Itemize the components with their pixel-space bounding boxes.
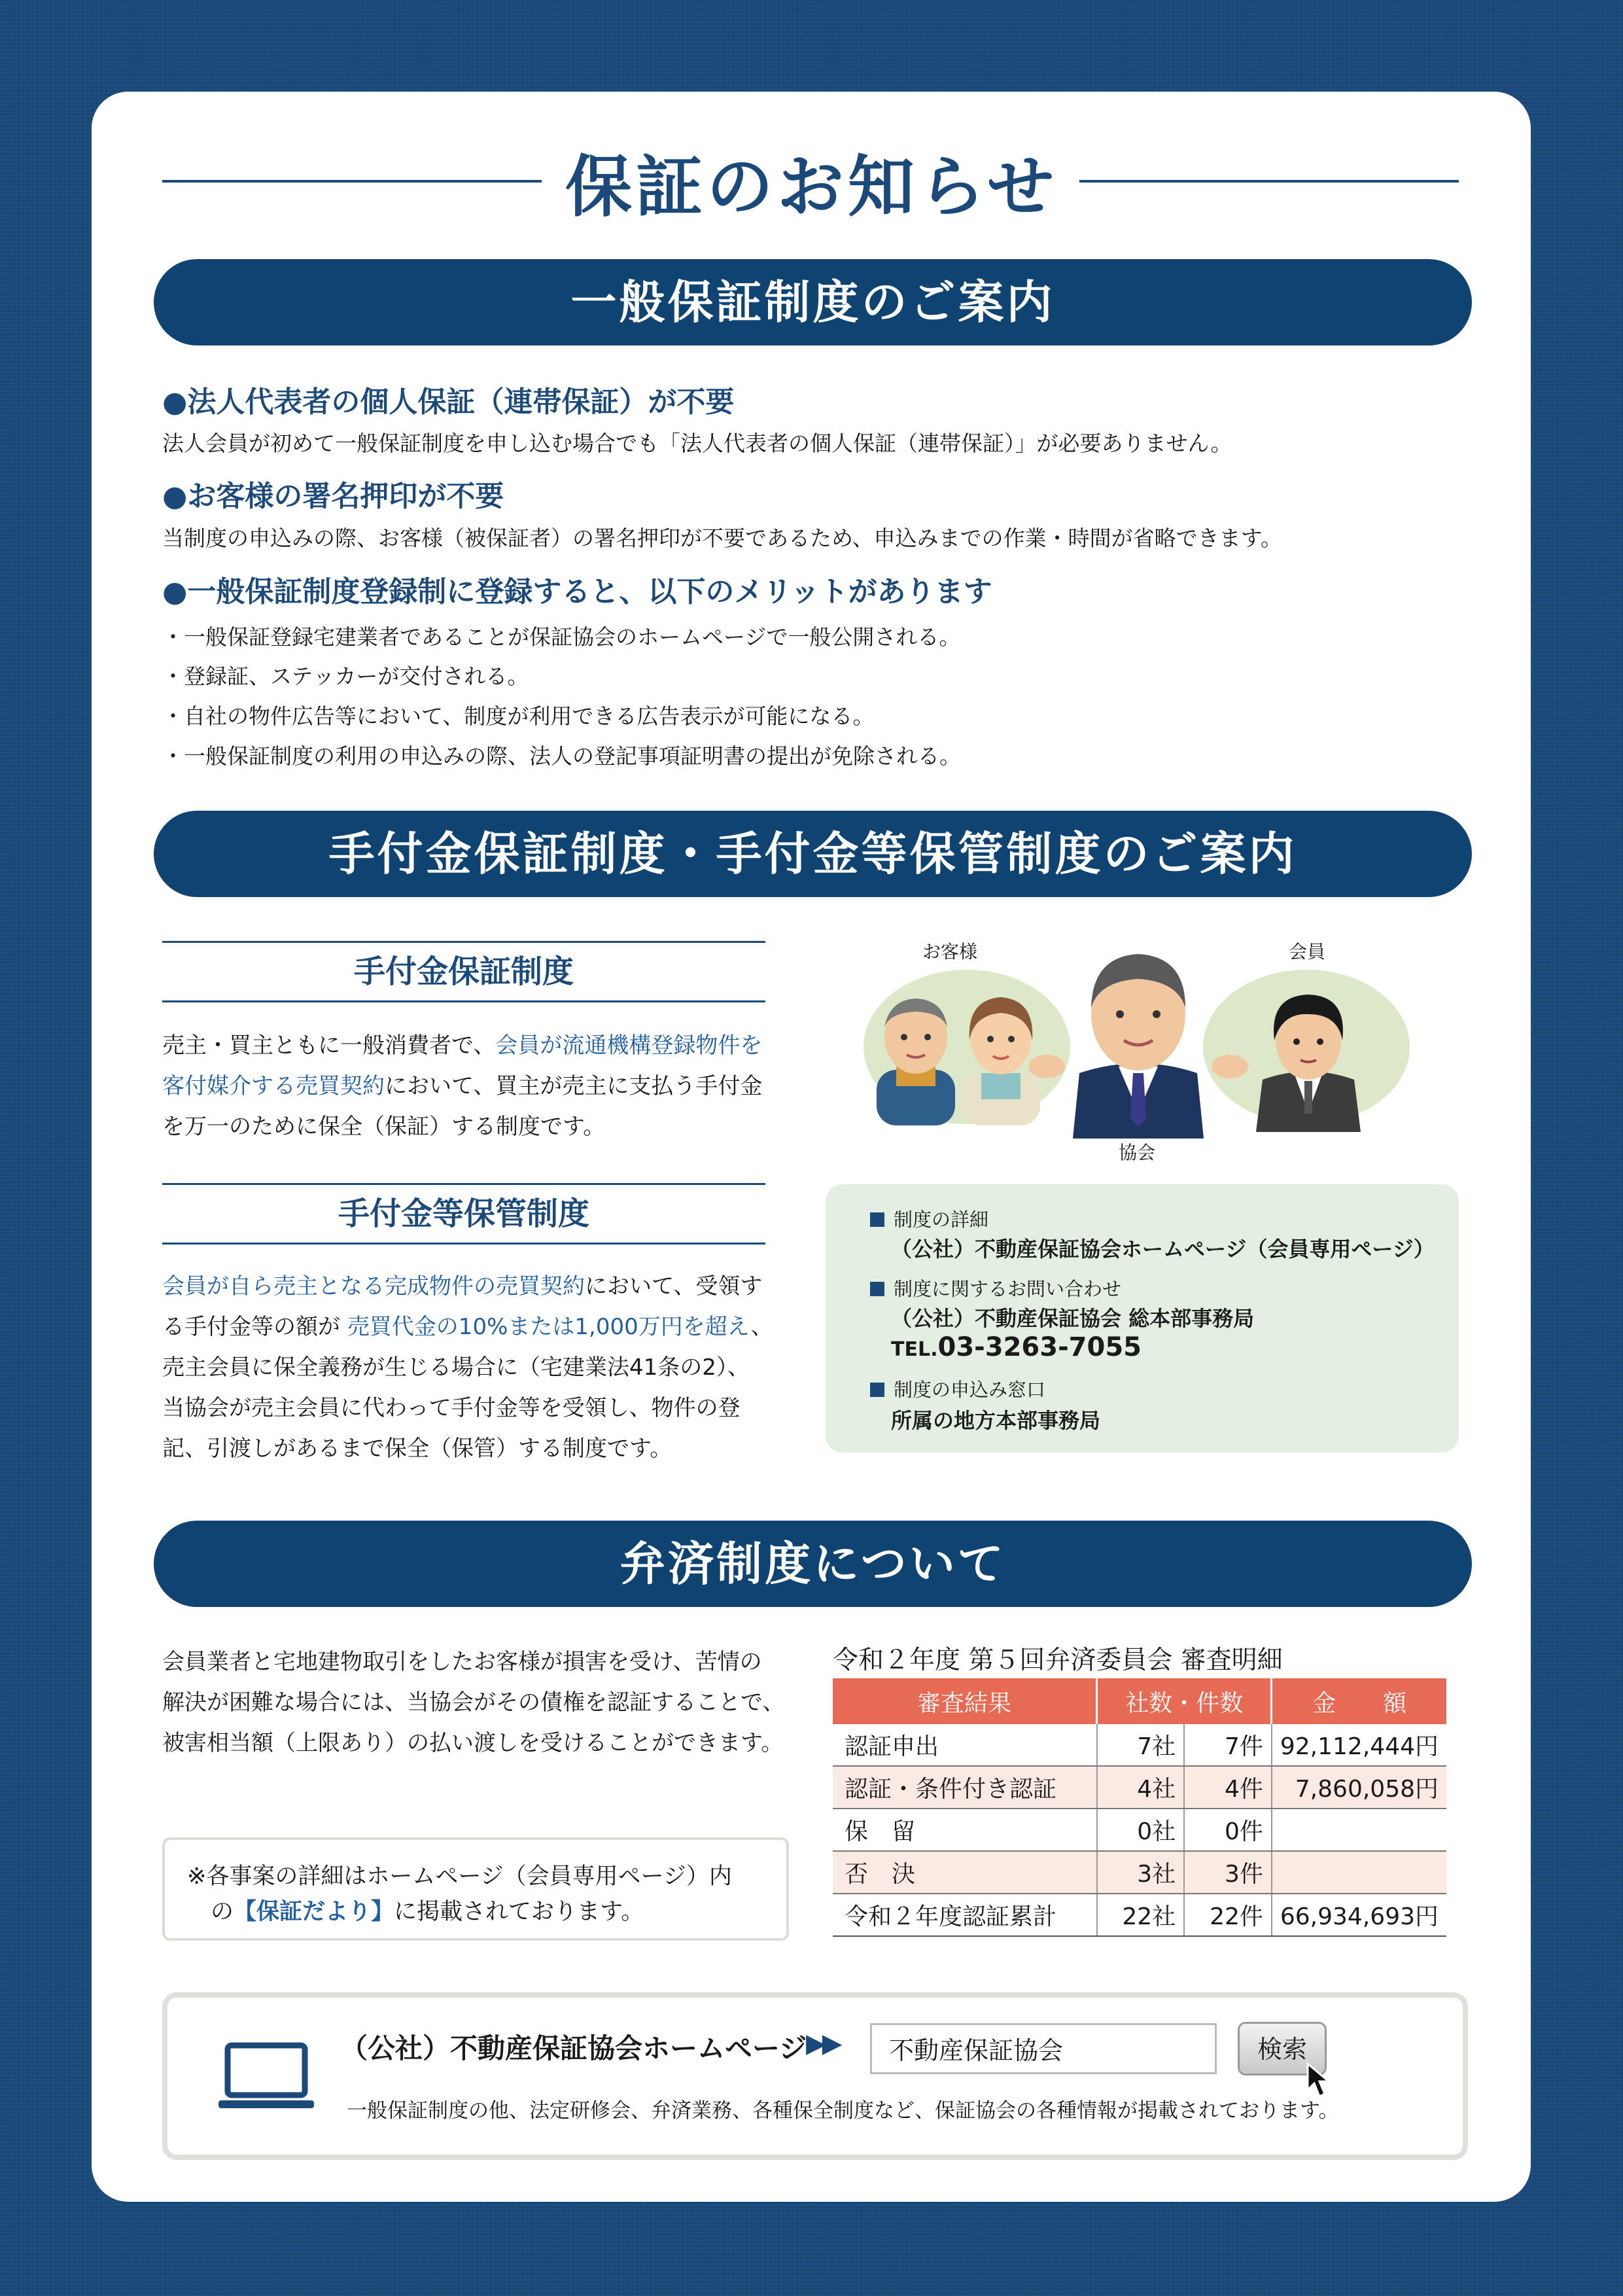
deposit-custody-line: る手付金等の額が 売買代金の10%または1,000万円を超え、 bbox=[162, 1314, 773, 1340]
subheading-deposit-custody: 手付金等保管制度 bbox=[162, 1183, 765, 1245]
section-banner-general-guarantee: 一般保証制度のご案内 bbox=[154, 259, 1472, 345]
deposit-custody-line: 当協会が売主会員に代わって手付金等を受領し、物件の登 bbox=[162, 1395, 741, 1421]
deposit-guarantee-line: を万一のために保全（保証）する制度です。 bbox=[162, 1114, 606, 1140]
cell-companies: 7社 bbox=[1097, 1724, 1185, 1766]
cell-amount: 7,860,058円 bbox=[1272, 1766, 1446, 1809]
note-line: の【保証だより】に掲載されております。 bbox=[211, 1899, 644, 1925]
deposit-custody-line: 記、引渡しがあるまで保全（保管）する制度です。 bbox=[162, 1436, 672, 1462]
cell-companies: 3社 bbox=[1097, 1851, 1185, 1894]
contact-detail-label: 制度の詳細 bbox=[870, 1205, 988, 1232]
cell-companies: 0社 bbox=[1097, 1809, 1185, 1851]
laptop-icon bbox=[217, 2041, 315, 2113]
contact-tel: TEL.03-3263-7055 bbox=[891, 1332, 1142, 1362]
contact-info-box bbox=[826, 1184, 1459, 1453]
cell-result: 保 留 bbox=[833, 1809, 1097, 1851]
section-banner-compensation: 弁済制度について bbox=[154, 1521, 1472, 1607]
deposit-custody-line: 会員が自ら売主となる完成物件の売買契約において、受領す bbox=[162, 1273, 763, 1299]
cell-companies: 22社 bbox=[1097, 1894, 1185, 1936]
table-row bbox=[833, 1851, 1446, 1894]
deposit-custody-line: 売主会員に保全義務が生じる場合に（宅建業法41条の2）、 bbox=[162, 1354, 750, 1381]
merit-item: ・登録証、ステッカーが交付される。 bbox=[162, 663, 529, 689]
square-bullet-icon bbox=[870, 1383, 884, 1397]
merit-item: ・一般保証制度の利用の申込みの際、法人の登記事項証明書の提出が免除される。 bbox=[162, 743, 961, 769]
table-row bbox=[833, 1766, 1446, 1809]
compensation-desc-line: 被害相当額（上限あり）の払い渡しを受けることができます。 bbox=[162, 1730, 784, 1756]
label-member: 会員 bbox=[1289, 941, 1326, 963]
square-bullet-icon bbox=[870, 1212, 884, 1227]
table-row bbox=[833, 1809, 1446, 1851]
label-association: 協会 bbox=[1119, 1142, 1156, 1163]
deposit-guarantee-line: 客付媒介する売買契約において、買主が売主に支払う手付金 bbox=[162, 1073, 763, 1099]
heading-no-signature: ●お客様の署名押印が不要 bbox=[162, 480, 504, 513]
table-caption: 令和２年度 第５回弁済委員会 審査明細 bbox=[833, 1646, 1283, 1675]
cell-companies: 4社 bbox=[1097, 1766, 1185, 1809]
compensation-desc-line: 解決が困難な場合には、当協会がその債権を認証することで、 bbox=[162, 1689, 785, 1716]
contact-inquiry-label: 制度に関するお問い合わせ bbox=[870, 1275, 1121, 1301]
cell-result: 認証・条件付き認証 bbox=[833, 1766, 1097, 1809]
cell-result: 否 決 bbox=[833, 1851, 1097, 1894]
cell-amount: 92,112,444円 bbox=[1272, 1724, 1446, 1766]
note-line: ※各事案の詳細はホームページ（会員専用ページ）内 bbox=[187, 1863, 732, 1890]
heading-no-personal-guarantee: ●法人代表者の個人保証（連帯保証）が不要 bbox=[162, 385, 735, 419]
cell-cases: 7件 bbox=[1184, 1724, 1272, 1766]
homepage-title[interactable]: （公社）不動産保証協会ホームページ bbox=[340, 2032, 807, 2064]
note-box bbox=[162, 1837, 789, 1941]
cell-amount bbox=[1272, 1809, 1446, 1851]
label-customer: お客様 bbox=[922, 941, 978, 963]
page-title: 保証のお知らせ bbox=[0, 134, 1623, 230]
cell-amount bbox=[1272, 1851, 1446, 1894]
cell-cases: 0件 bbox=[1184, 1809, 1272, 1851]
cell-cases: 3件 bbox=[1184, 1851, 1272, 1894]
contact-detail-value: （公社）不動産保証協会ホームページ（会員専用ページ） bbox=[891, 1237, 1435, 1262]
homepage-box bbox=[162, 1992, 1468, 2160]
table-row bbox=[833, 1724, 1446, 1766]
subheading-deposit-guarantee: 手付金保証制度 bbox=[162, 941, 765, 1002]
cell-cases: 4件 bbox=[1184, 1766, 1272, 1809]
search-button[interactable]: 検索 bbox=[1238, 2022, 1327, 2075]
text-no-signature: 当制度の申込みの際、お客様（被保証者）の署名押印が不要であるため、申込みまでの作業・時間が省略できます。 bbox=[162, 525, 1283, 551]
merit-item: ・一般保証登録宅建業者であることが保証協会のホームページで一般公開される。 bbox=[162, 624, 961, 650]
cell-amount: 66,934,693円 bbox=[1272, 1894, 1446, 1936]
double-arrow-icon: ▶▶ bbox=[806, 2028, 839, 2058]
section-banner-deposit: 手付金保証制度・手付金等保管制度のご案内 bbox=[154, 811, 1472, 897]
review-results-table bbox=[833, 1678, 1446, 1937]
heading-registration-merits: ●一般保証制度登録制に登録すると、以下のメリットがあります bbox=[162, 575, 992, 609]
cell-result: 認証申出 bbox=[833, 1724, 1097, 1766]
table-header: 社数・件数 bbox=[1097, 1678, 1272, 1724]
people-illustration bbox=[850, 942, 1426, 1139]
merit-item: ・自社の物件広告等において、制度が利用できる広告表示が可能になる。 bbox=[162, 703, 875, 729]
contact-inquiry-value: （公社）不動産保証協会 総本部事務局 bbox=[891, 1306, 1255, 1331]
table-header: 金 額 bbox=[1272, 1678, 1446, 1724]
contact-apply-label: 制度の申込み窓口 bbox=[870, 1375, 1045, 1402]
deposit-guarantee-line: 売主・買主ともに一般消費者で、会員が流通機構登録物件を bbox=[162, 1033, 763, 1059]
cell-result: 令和２年度認証累計 bbox=[833, 1894, 1097, 1936]
table-row bbox=[833, 1894, 1446, 1936]
contact-apply-value: 所属の地方本部事務局 bbox=[891, 1408, 1101, 1433]
cell-cases: 22件 bbox=[1184, 1894, 1272, 1936]
table-header: 審査結果 bbox=[833, 1678, 1097, 1724]
compensation-desc-line: 会員業者と宅地建物取引をしたお客様が損害を受け、苦情の bbox=[162, 1649, 762, 1675]
square-bullet-icon bbox=[870, 1282, 884, 1296]
text-no-personal-guarantee: 法人会員が初めて一般保証制度を申し込む場合でも「法人代表者の個人保証（連帯保証）」が必要ありません。 bbox=[162, 431, 1232, 456]
homepage-description: 一般保証制度の他、法定研修会、弁済業務、各種保全制度など、保証協会の各種情報が掲載されております。 bbox=[347, 2099, 1339, 2123]
search-input[interactable]: 不動産保証協会 bbox=[870, 2023, 1217, 2074]
